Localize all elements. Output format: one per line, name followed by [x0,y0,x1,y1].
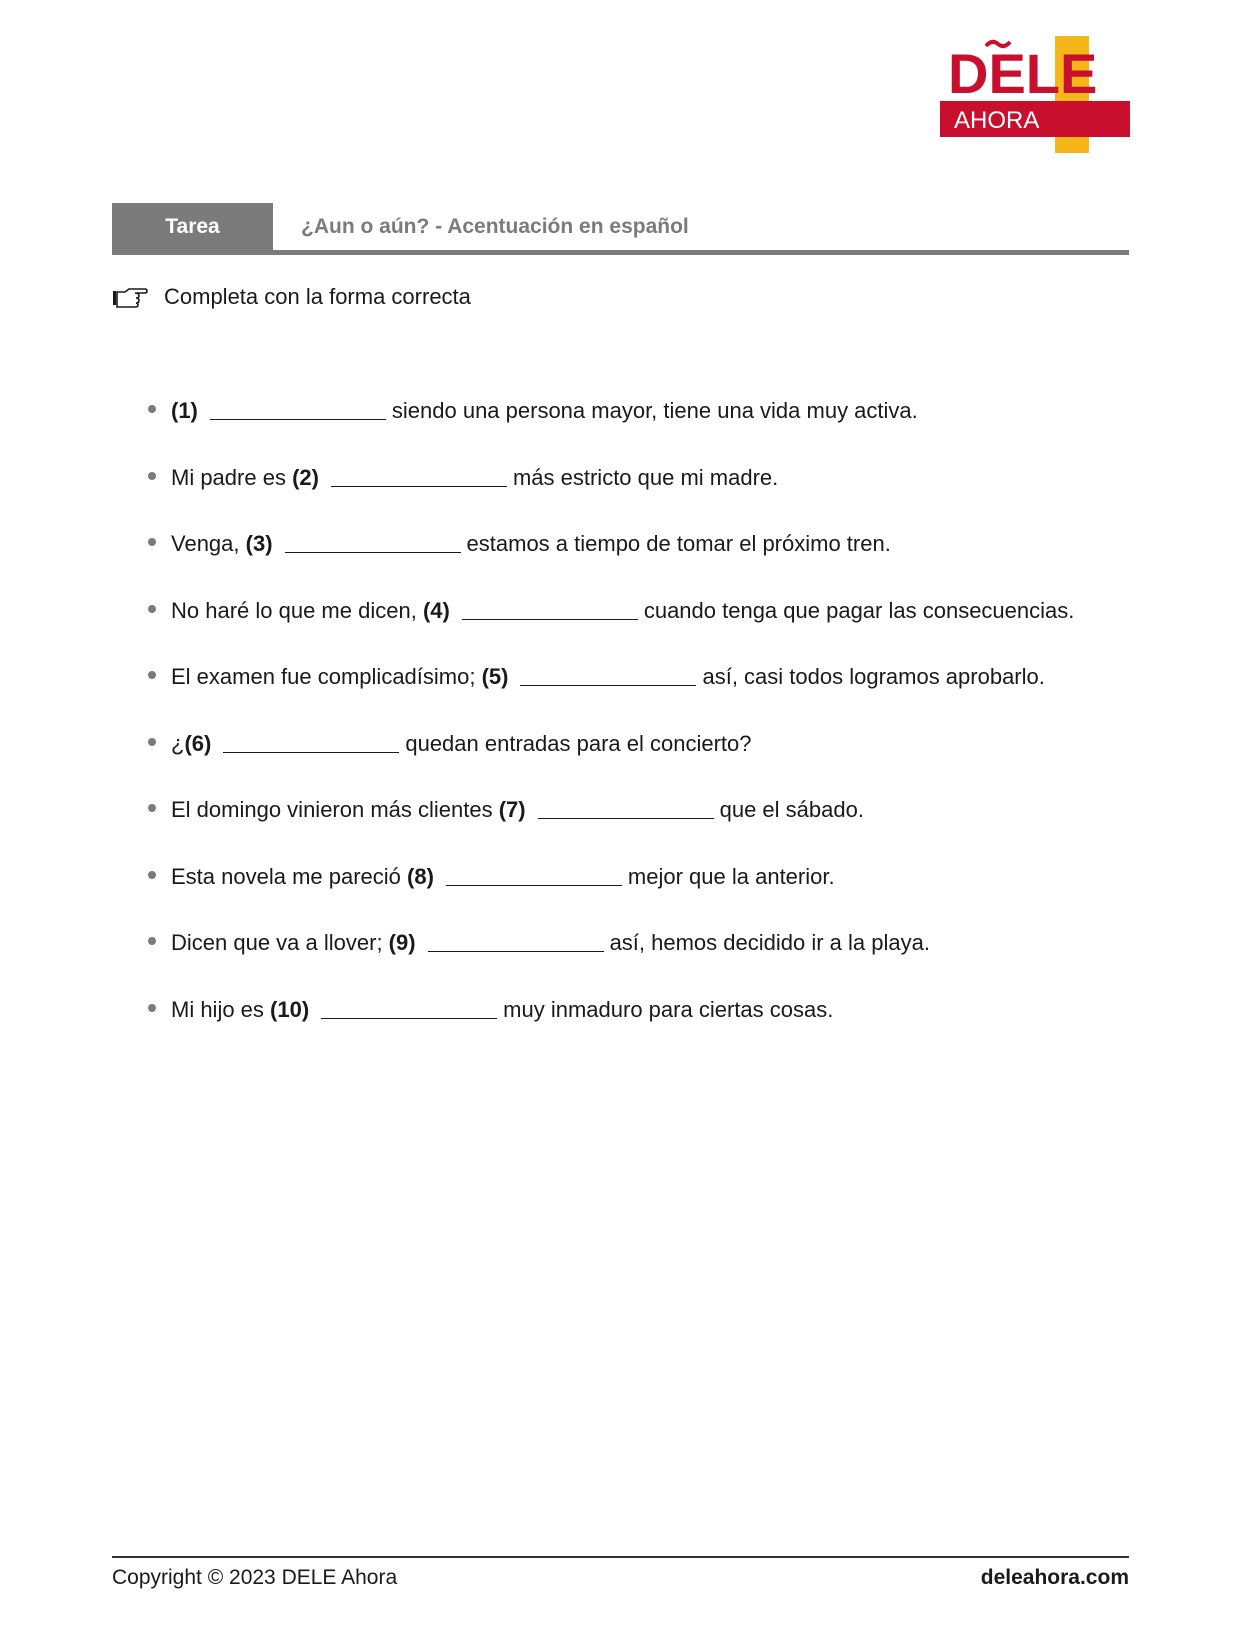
exercise-item [148,731,1148,798]
sentence-end: quedan entradas para el concierto? [405,730,752,756]
bullet [148,605,156,613]
pointing-hand-icon [112,285,148,309]
footer-divider [112,1556,1129,1558]
blank-number: (5) [481,664,509,689]
logo-text-dele: DELE [948,42,1098,105]
bullet [148,804,156,812]
sentence-start: Esta novela me pareció [171,863,408,889]
exercise-item [148,598,1148,665]
exercise-item [148,864,1148,931]
task-divider [112,250,1129,255]
answer-blank[interactable] [210,401,386,420]
answer-blank[interactable] [321,1000,497,1019]
answer-blank[interactable] [462,601,638,620]
exercise-item [148,531,1148,598]
sentence-start: El domingo vinieron más clientes [171,797,499,822]
bullet [148,671,156,679]
bullet [148,405,156,413]
sentence-start: Venga, [171,531,246,556]
sentence-start: Mi hijo es [171,996,271,1022]
exercise-item [148,398,1148,465]
answer-blank[interactable] [331,468,507,487]
sentence-end: así, casi todos logramos aprobarlo. [702,664,1045,689]
instruction [112,284,471,310]
sentence-start: Mi padre es [171,464,293,490]
answer-blank[interactable] [446,867,622,886]
exercise-list [148,398,1148,1063]
blank-number: (3) [245,531,273,556]
task-tab-label: Tarea [112,203,273,251]
blank-number: (2) [292,464,319,490]
sentence-start: No haré lo que me dicen, [171,597,423,623]
sentence-end: muy inmaduro para ciertas cosas. [503,996,834,1022]
exercise-item [148,465,1148,532]
exercise-item [148,797,1148,864]
sentence-end: así, hemos decidido ir a la playa. [609,930,930,955]
blank-number: (6) [184,730,212,756]
sentence-end: estamos a tiempo de tomar el próximo tren. [466,531,891,556]
dele-ahora-logo [940,36,1130,156]
answer-blank[interactable] [285,534,461,553]
bullet [148,1004,156,1012]
bullet [148,472,156,480]
bullet [148,738,156,746]
instruction-text: Completa con la forma correcta [164,284,471,309]
blank-number: (4) [422,597,450,623]
sentence-end: mejor que la anterior. [627,863,835,889]
sentence-start: ¿ [171,730,185,756]
blank-number: (7) [498,797,526,822]
sentence-end: cuando tenga que pagar las consecuencias. [643,597,1075,623]
exercise-item [148,997,1148,1064]
logo-text-ahora: AHORA [954,107,1040,134]
answer-blank[interactable] [520,667,696,686]
answer-blank[interactable] [428,933,604,952]
sentence-start: Dicen que va a llover; [171,930,389,955]
task-header [112,203,1129,255]
blank-number: (9) [388,930,416,955]
sentence-start: El examen fue complicadísimo; [171,664,482,689]
bullet [148,871,156,879]
footer-site-link[interactable]: deleahora.com [980,1566,1129,1589]
answer-blank[interactable] [223,734,399,753]
exercise-item [148,664,1148,731]
answer-blank[interactable] [538,800,714,819]
footer-copyright: Copyright © 2023 DELE Ahora [112,1566,398,1589]
bullet [148,937,156,945]
blank-number: (8) [407,863,434,889]
sentence-end: siendo una persona mayor, tiene una vida muy activa. [391,398,918,423]
blank-number: (1) [171,398,198,423]
task-title: ¿Aun o aún? - Acentuación en español [301,215,689,238]
sentence-end: que el sábado. [719,797,864,822]
exercise-item [148,930,1148,997]
bullet [148,538,156,546]
sentence-end: más estricto que mi madre. [512,464,779,490]
blank-number: (10) [270,996,310,1022]
